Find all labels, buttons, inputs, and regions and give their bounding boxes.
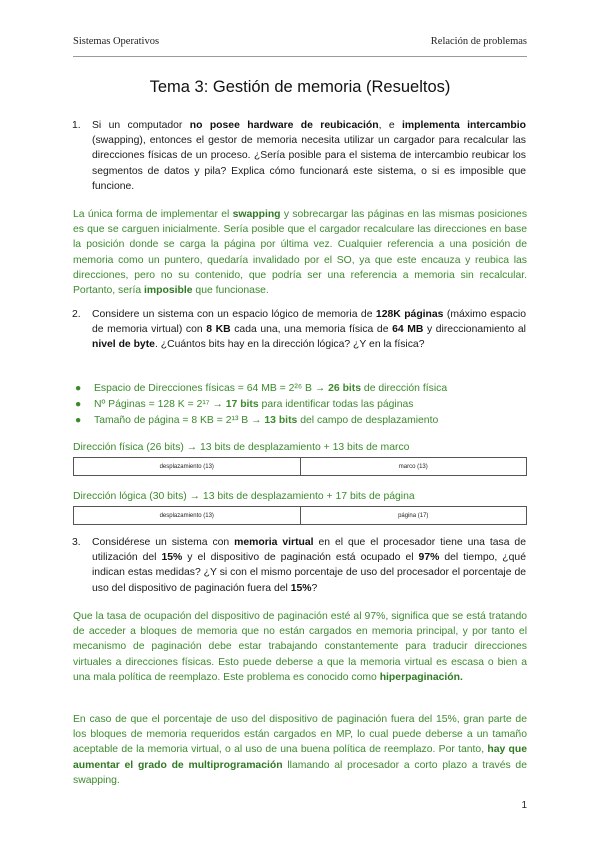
question-text: cada una, una memoria física de	[230, 324, 393, 336]
question-text: (swapping), entonces el gestor de memoria necesita utilizar un cargador para recalcular las direcciones físicas de un proceso. ¿Sería posible para el sistema de intercambio reubicar los segmentos de datos y pila? Explica cómo funcionará este sistema, o si es imposible que funcione.	[92, 135, 526, 192]
question-text: Considere un sistema con un espacio lógico de memoria de	[92, 309, 376, 320]
answer-text: llamando al procesador a corto plazo a través de swapping.	[73, 759, 527, 786]
physical-address-table	[73, 457, 527, 476]
list-text: Espacio de Direcciones físicas = 64 MB = 2²⁶ B →	[94, 383, 329, 394]
question-text: y direccionamiento al	[423, 324, 526, 336]
list-text: Nº Páginas = 128 K = 2¹⁷ →	[94, 399, 226, 410]
header-section: Relación de problemas	[430, 36, 527, 47]
question-text: Considérese un sistema con	[92, 537, 235, 548]
page-title: Tema 3: Gestión de memoria (Resueltos)	[149, 78, 451, 96]
logical-address-table	[73, 506, 527, 525]
answer-text: Que la tasa de ocupación del dispositivo de paginación esté al 97%, significa que se está tratando de acceder a bloques de memoria que no están cargados en memoria principal, y por tanto el mecanismo de paginación debe estar trabajando constantemente para traducir direcciones virtuales a direcciones físicas. Esto puede deberse a que la memoria virtual es escasa o bien a una mala política de reemplazo. Este problema es conocido como	[73, 611, 527, 683]
keyword: implementa intercambio	[402, 120, 526, 131]
answer-1	[73, 207, 527, 298]
answer-text: y sobrecargar las páginas en las mismas posiciones es que se carguen inicialmente. Sería posible que el cargador recalculare las direcciones en base la posición donde se carga la página por última vez. Cualquier referencia a una posición de memoria como un puntero, quedaría invalidado por el SO, ya que este encauza y reubica las direcciones, pero no su contenido, que podría ser una referencia a memoria sin recalcular. Portanto, sería	[73, 209, 528, 297]
keyword: imposible	[144, 285, 193, 297]
keyword: no posee hardware de reubicación	[189, 120, 379, 131]
keyword: hiperpaginación.	[379, 671, 463, 683]
table-cell: desplazamiento (13)	[159, 512, 214, 519]
question-text: del tiempo, ¿qué indican estas medidas? ¿Y si con el mismo porcentaje de uso del procesador el porcentaje de uso del dispositivo de paginación fuera del	[92, 552, 526, 594]
header-divider	[73, 56, 527, 57]
keyword: nivel de byte	[92, 339, 155, 351]
question-text: y el dispositivo de paginación está ocupado el	[182, 552, 419, 564]
list-text: para identificar todas las páginas	[258, 399, 414, 410]
keyword: 15%	[161, 552, 183, 564]
list-item	[73, 381, 527, 397]
question-1	[72, 118, 526, 194]
table-cell: página (17)	[300, 507, 527, 524]
question-text: . ¿Cuántos bits hay en la dirección lógica? ¿Y en la física?	[154, 339, 425, 351]
keyword: 17 bits	[225, 399, 259, 410]
answer-text: La única forma de implementar el	[73, 209, 233, 220]
keyword: 15%	[290, 582, 312, 594]
bullet-icon: ●	[75, 415, 82, 426]
keyword: 13 bits	[264, 415, 298, 426]
keyword: 8 KB	[206, 324, 231, 336]
list-item	[73, 413, 527, 429]
list-item	[73, 397, 527, 413]
question-number: 2.	[72, 309, 81, 320]
list-text: del campo de desplazamiento	[297, 415, 439, 426]
answer-text: que funcionase.	[192, 285, 269, 297]
keyword: 26 bits	[328, 383, 362, 394]
answer-3	[73, 609, 527, 685]
question-3	[72, 535, 526, 596]
bullet-icon: ●	[75, 383, 82, 394]
keyword: 128K páginas	[375, 309, 444, 320]
question-text: , e	[378, 120, 402, 131]
question-text: en el que el procesador tiene una tasa de utilización del	[92, 537, 526, 564]
question-number: 1.	[72, 120, 81, 131]
page-number: 1	[521, 800, 527, 811]
list-text: Tamaño de página = 8 KB = 2¹³ B →	[94, 415, 265, 426]
table-cell: desplazamiento (13)	[159, 463, 214, 470]
list-text: de dirección física	[361, 383, 448, 394]
question-number: 3.	[72, 537, 81, 548]
table-cell: marco (13)	[300, 458, 527, 475]
answer-4	[73, 712, 527, 788]
header-course: Sistemas Operativos	[73, 36, 160, 47]
logical-address-caption: Dirección lógica (30 bits) → 13 bits de desplazamiento + 17 bits de página	[73, 491, 415, 502]
answer-2-list	[73, 381, 527, 429]
question-2	[72, 307, 526, 353]
keyword: memoria virtual	[234, 537, 314, 548]
physical-address-caption: Dirección física (26 bits) → 13 bits de desplazamiento + 13 bits de marco	[73, 442, 410, 453]
keyword: 64 MB	[392, 324, 424, 336]
keyword: swapping	[232, 209, 281, 220]
question-text: (máximo espacio de memoria virtual) con	[92, 309, 526, 336]
answer-text: En caso de que el porcentaje de uso del dispositivo de paginación fuera del 15%, gran parte de los bloques de memoria requeridos están cargados en MP, lo cual puede deberse a un tamaño aceptable de la memoria virtual, o al uso de una buena política de reemplazo. Por tanto,	[73, 714, 527, 756]
question-text: Si un computador	[92, 120, 190, 131]
keyword: 97%	[418, 552, 440, 564]
bullet-icon: ●	[75, 399, 82, 410]
keyword: hay que aumentar el grado de multiprogramación	[73, 744, 527, 771]
question-text: ?	[311, 582, 318, 594]
